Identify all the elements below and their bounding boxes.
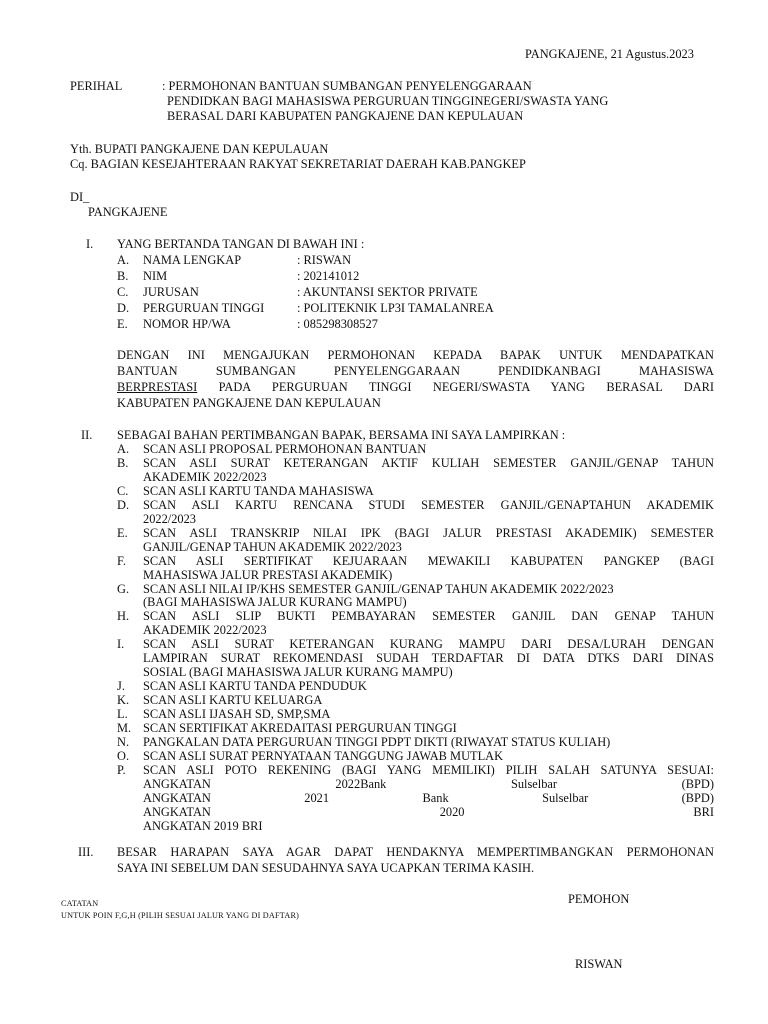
list-item-letter: K. <box>117 693 130 708</box>
list-item-letter: A. <box>117 442 130 456</box>
field-value: : AKUNTANSI SEKTOR PRIVATE <box>297 285 478 299</box>
list-item-text: SCAN ASLI KARTU RENCANA STUDI SEMESTER GANJIL/GENAPTAHUN AKADEMIK <box>143 497 714 512</box>
paragraph-line-4: KABUPATEN PANGKAJENE DAN KEPULAUAN <box>117 396 381 410</box>
section-3-line-2: SAYA INI SEBELUM DAN SESUDAHNYA SAYA UCAPKAN TERIMA KASIH. <box>117 861 535 875</box>
list-item-letter: J. <box>117 679 125 694</box>
list-item-text: SCAN ASLI KARTU TANDA MAHASISWA <box>143 483 374 498</box>
field-value: : 202141012 <box>297 269 360 283</box>
list-item-text: ANGKATAN 2020 BRI <box>143 804 714 819</box>
section-3-line-1: BESAR HARAPAN SAYA AGAR DAPAT HENDAKNYA MEMPERTIMBANGKAN PERMOHONAN <box>117 845 714 859</box>
list-item-text: SCAN ASLI IJASAH SD, SMP,SMA <box>143 707 331 722</box>
list-item-letter: O. <box>117 748 130 763</box>
list-item-text: LAMPIRAN SURAT REKOMENDASI SUDAH TERDAFTAR DI DATA DTKS DARI DINAS <box>143 651 714 666</box>
list-item-text: SCAN ASLI SURAT KETERANGAN AKTIF KULIAH SEMESTER GANJIL/GENAP TAHUN <box>143 455 714 470</box>
underlined-word: BERPRESTASI <box>117 380 198 394</box>
list-item-letter: N. <box>117 734 130 749</box>
list-item-letter: E. <box>117 525 128 540</box>
list-item-text: SCAN ASLI SURAT KETERANGAN KURANG MAMPU DARI DESA/LURAH DENGAN <box>143 637 714 652</box>
field-letter: E. <box>117 317 128 331</box>
list-item-text: (BAGI MAHASISWA JALUR KURANG MAMPU) <box>143 595 407 610</box>
list-item-text: AKADEMIK 2022/2023 <box>143 623 267 638</box>
paragraph-line-2: BANTUAN SUMBANGAN PENYELENGGARAAN PENDIDKANBAGI MAHASISWA <box>117 364 714 378</box>
list-item-text: PANGKALAN DATA PERGURUAN TINGGI PDPT DIKTI (RIWAYAT STATUS KULIAH) <box>143 734 611 749</box>
list-item-text: 2022/2023 <box>143 511 197 526</box>
field-label: NOMOR HP/WA <box>143 317 231 331</box>
note-title: CATATAN <box>61 899 99 908</box>
section-3-number: III. <box>78 845 94 859</box>
signature-role: PEMOHON <box>568 892 630 906</box>
list-item-text: ANGKATAN 2022Bank Sulselbar (BPD) <box>143 776 714 791</box>
list-item-text: ANGKATAN 2019 BRI <box>143 818 263 833</box>
list-item-text: SCAN ASLI SERTIFIKAT KEJUARAAN MEWAKILI KABUPATEN PANGKEP (BAGI <box>143 553 714 568</box>
list-item-text: SCAN ASLI PROPOSAL PERMOHONAN BANTUAN <box>143 442 427 456</box>
list-item-letter: D. <box>117 497 130 512</box>
perihal-label: PERIHAL <box>70 79 123 93</box>
list-item-letter: C. <box>117 483 129 498</box>
field-value: : 085298308527 <box>297 317 378 331</box>
list-item-text: AKADEMIK 2022/2023 <box>143 469 267 484</box>
list-item-text: SCAN ASLI TRANSKRIP NILAI IPK (BAGI JALUR PRESTASI AKADEMIK) SEMESTER <box>143 525 714 540</box>
list-item-letter: I. <box>117 637 125 652</box>
signature-name: RISWAN <box>575 957 623 971</box>
section-2-heading: SEBAGAI BAHAN PERTIMBANGAN BAPAK, BERSAMA INI SAYA LAMPIRKAN : <box>117 428 566 442</box>
recipient-di: DI_ <box>70 190 90 204</box>
perihal-line-3: BERASAL DARI KABUPATEN PANGKAJENE DAN KEPULAUAN <box>167 109 524 123</box>
paragraph-line-3-rest: PADA PERGURUAN TINGGI NEGERI/SWASTA YANG BERASAL DARI <box>197 380 714 394</box>
list-item-letter: B. <box>117 455 129 470</box>
list-item-text: SOSIAL (BAGI MAHASISWA JALUR KURANG MAMPU) <box>143 665 453 680</box>
field-label: JURUSAN <box>143 285 199 299</box>
list-item-text: SCAN ASLI NILAI IP/KHS SEMESTER GANJIL/GENAP TAHUN AKADEMIK 2022/2023 <box>143 581 614 596</box>
list-item-text: GANJIL/GENAP TAHUN AKADEMIK 2022/2023 <box>143 539 402 554</box>
list-item-letter: P. <box>117 762 126 777</box>
list-item-letter: L. <box>117 707 128 722</box>
perihal-line-2: PENDIDKAN BAGI MAHASISWA PERGURUAN TINGGINEGERI/SWASTA YANG <box>167 94 609 108</box>
field-letter: C. <box>117 285 129 299</box>
list-item-text: SCAN ASLI SURAT PERNYATAAN TANGGUNG JAWAB MUTLAK <box>143 748 504 763</box>
recipient-line-1: Yth. BUPATI PANGKAJENE DAN KEPULAUAN <box>70 142 329 156</box>
list-item-text: SCAN SERTIFIKAT AKREDAITASI PERGURUAN TINGGI <box>143 721 457 735</box>
date-line: PANGKAJENE, 21 Agustus.2023 <box>525 47 694 61</box>
list-item-text: ANGKATAN 2021 Bank Sulselbar (BPD) <box>143 790 714 805</box>
perihal-line-1: : PERMOHONAN BANTUAN SUMBANGAN PENYELENGGARAAN <box>162 79 532 93</box>
field-letter: B. <box>117 269 129 283</box>
list-item-text: SCAN ASLI KARTU KELUARGA <box>143 693 323 708</box>
section-2-number: II. <box>81 428 93 442</box>
section-1-number: I. <box>86 237 94 251</box>
list-item-text: SCAN ASLI SLIP BUKTI PEMBAYARAN SEMESTER GANJIL DAN GENAP TAHUN <box>143 609 714 624</box>
list-item-letter: F. <box>117 553 126 568</box>
field-label: PERGURUAN TINGGI <box>143 301 265 315</box>
note-text: UNTUK POIN F,G,H (PILIH SESUAI JALUR YANG DI DAFTAR) <box>61 911 300 920</box>
field-label: NIM <box>143 269 168 283</box>
recipient-place: PANGKAJENE <box>88 205 168 219</box>
paragraph-line-1: DENGAN INI MENGAJUKAN PERMOHONAN KEPADA BAPAK UNTUK MENDAPATKAN <box>117 348 714 362</box>
field-letter: A. <box>117 253 130 267</box>
list-item-text: MAHASISWA JALUR PRESTASI AKADEMIK) <box>143 567 393 582</box>
list-item-letter: G. <box>117 581 130 596</box>
list-item-text: SCAN ASLI KARTU TANDA PENDUDUK <box>143 679 367 694</box>
section-1-heading: YANG BERTANDA TANGAN DI BAWAH INI : <box>117 237 365 251</box>
field-value: : RISWAN <box>297 253 352 267</box>
list-item-letter: M. <box>117 721 132 735</box>
list-item-text: SCAN ASLI POTO REKENING (BAGI YANG MEMILIKI) PILIH SALAH SATUNYA SESUAI: <box>143 762 714 777</box>
paragraph-line-3 <box>117 380 714 394</box>
field-value: : POLITEKNIK LP3I TAMALANREA <box>297 301 494 315</box>
recipient-line-2: Cq. BAGIAN KESEJAHTERAAN RAKYAT SEKRETARIAT DAERAH KAB.PANGKEP <box>70 157 526 171</box>
field-letter: D. <box>117 301 130 315</box>
field-label: NAMA LENGKAP <box>143 253 242 267</box>
list-item-letter: H. <box>117 609 130 624</box>
